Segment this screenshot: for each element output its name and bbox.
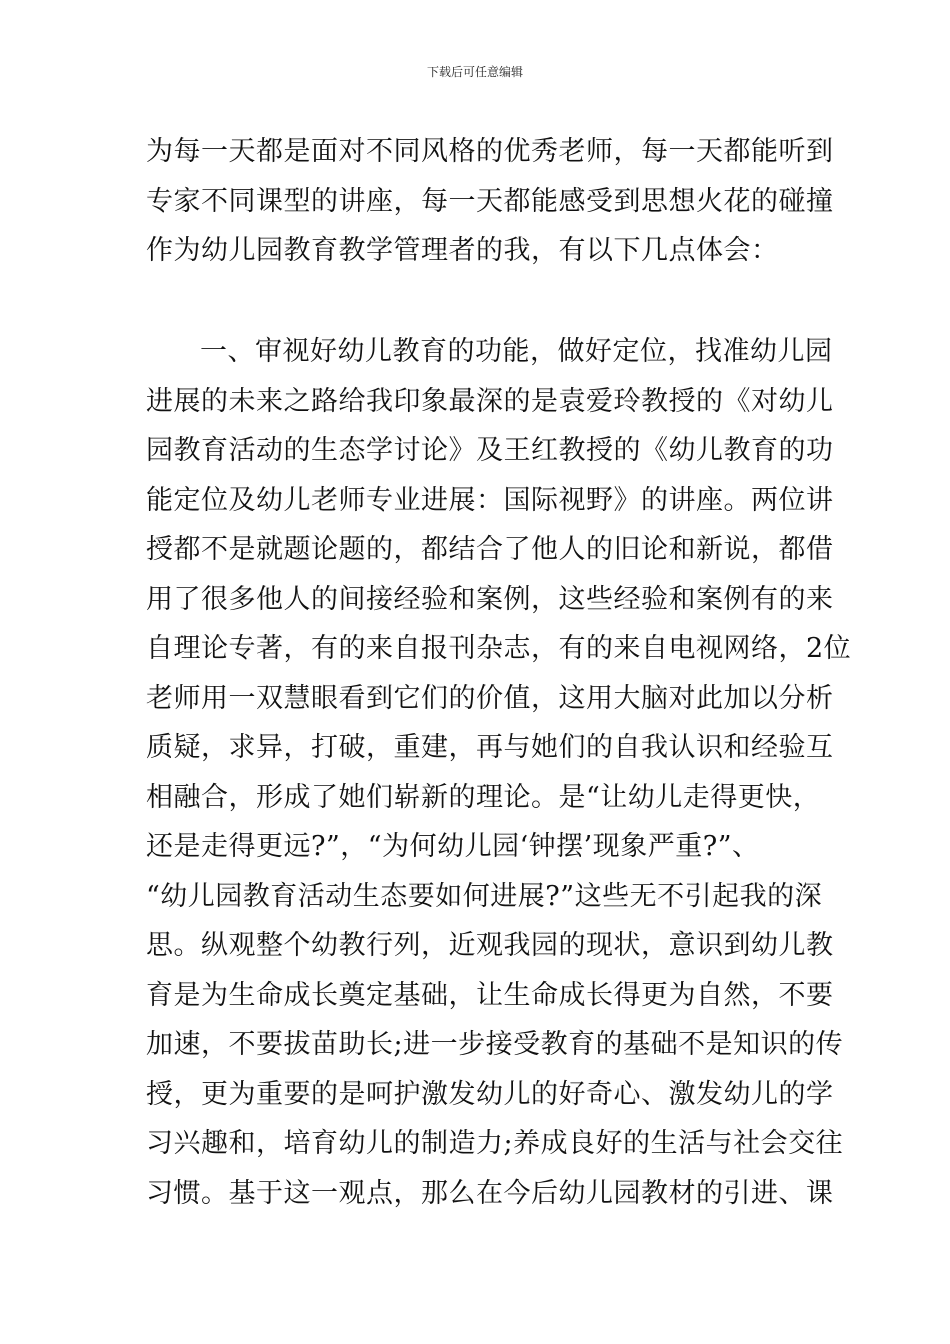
text-line: 加速，不要拔苗助长;进一步接受教育的基础不是知识的传 bbox=[146, 1029, 844, 1060]
text-line: 自理论专著，有的来自报刊杂志，有的来自电视网络，2位 bbox=[146, 633, 852, 664]
text-line: 一、审视好幼儿教育的功能，做好定位，找准幼儿园 bbox=[200, 336, 833, 367]
paragraph-continuation bbox=[146, 127, 834, 276]
text-line: 园教育活动的生态学讨论》及王红教授的《幼儿教育的功 bbox=[146, 435, 834, 466]
text-line: 习兴趣和，培育幼儿的制造力;养成良好的生活与社会交往 bbox=[146, 1128, 844, 1159]
text-line: 用了很多他人的间接经验和案例，这些经验和案例有的来 bbox=[146, 583, 834, 615]
text-line: 质疑，求异，打破，重建，再与她们的自我认识和经验互 bbox=[146, 732, 834, 763]
text-line: 授，更为重要的是呵护激发幼儿的好奇心、激发幼儿的学 bbox=[146, 1078, 834, 1110]
text-line: 能定位及幼儿老师专业进展：国际视野》的讲座。两位讲 bbox=[146, 484, 834, 516]
paragraph-section-one bbox=[146, 327, 852, 1218]
text-line: 育是为生命成长奠定基础，让生命成长得更为自然，不要 bbox=[146, 979, 834, 1011]
text-line: 专家不同课型的讲座，每一天都能感受到思想火花的碰撞 bbox=[146, 185, 834, 217]
text-line: 思。纵观整个幼教行列，近观我园的现状，意识到幼儿教 bbox=[146, 930, 834, 961]
text-line: 作为幼儿园教育教学管理者的我，有以下几点体会： bbox=[146, 235, 779, 266]
text-line: 为每一天都是面对不同风格的优秀老师，每一天都能听到 bbox=[146, 136, 834, 167]
text-line: 进展的未来之路给我印象最深的是袁爱玲教授的《对幼儿 bbox=[146, 385, 834, 417]
page-header: 下载后可任意编辑 bbox=[426, 65, 523, 79]
text-line: 老师用一双慧眼看到它们的价值，这用大脑对此加以分析 bbox=[146, 682, 834, 714]
text-line: 相融合，形成了她们崭新的理论。是“让幼儿走得更快， bbox=[146, 781, 821, 813]
text-line: 还是走得更远?”，“为何幼儿园‘钟摆’现象严重?”、 bbox=[146, 831, 760, 862]
text-line: 习惯。基于这一观点，那么在今后幼儿园教材的引进、课 bbox=[146, 1177, 834, 1209]
text-line: “幼儿园教育活动生态要如何进展?”这些无不引起我的深 bbox=[146, 880, 823, 912]
text-line: 授都不是就题论题的，都结合了他人的旧论和新说，都借 bbox=[146, 534, 834, 565]
